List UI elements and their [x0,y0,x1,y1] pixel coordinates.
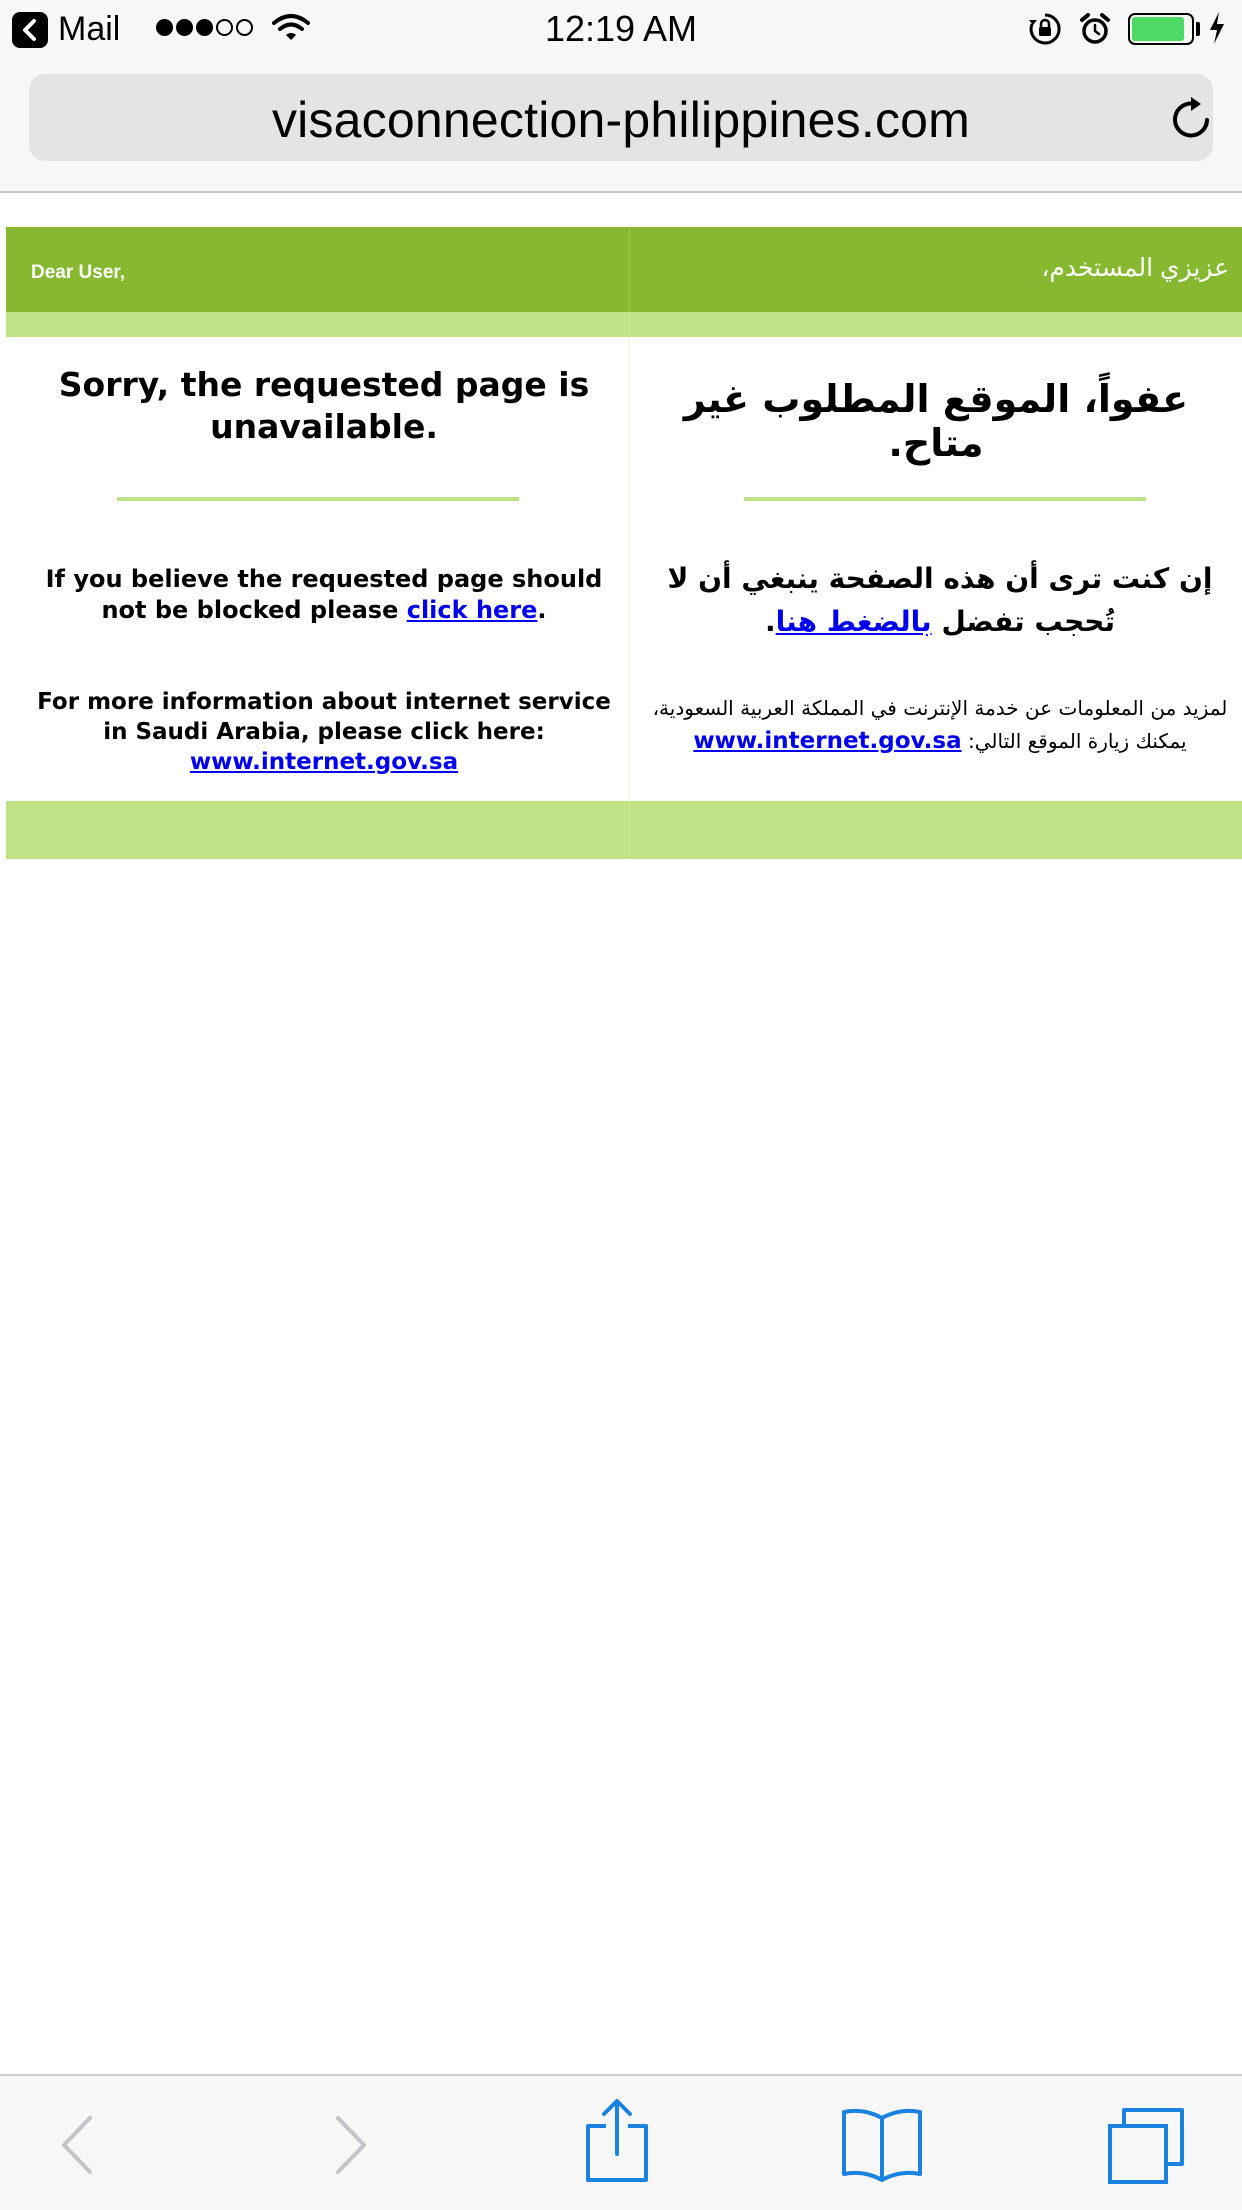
header-band [6,227,1242,312]
battery-icon [1128,13,1194,45]
tabs-icon[interactable] [1106,2106,1186,2191]
info-message-en [26,687,622,777]
header-strip [6,312,1242,337]
charging-bolt-icon [1208,11,1226,50]
share-icon[interactable] [584,2098,650,2189]
english-column [6,337,630,801]
click-here-link-ar[interactable]: بالضغط هنا [775,605,932,638]
message-body [6,337,1242,801]
browser-toolbar [0,2074,1242,2210]
address-bar[interactable] [29,74,1213,161]
battery-tip [1196,22,1200,36]
blocked-suffix-ar: . [765,605,776,638]
reload-icon[interactable] [1169,94,1215,147]
status-bar [0,0,1242,60]
footer-left [6,801,630,859]
greeting-en: Dear User, [6,227,630,312]
blocked-page [6,227,1242,859]
rotation-lock-icon [1028,12,1062,51]
divider-en [117,497,519,501]
alarm-icon [1078,12,1112,51]
blocked-message-ar [646,557,1234,643]
info-text-ar: لمزيد من المعلومات عن خدمة الإنترنت في المملكة العربية السعودية، يمكنك زيارة الموقع التالي: [652,696,1228,753]
back-arrow-icon[interactable] [58,2114,98,2181]
strip-right [630,312,1242,337]
strip-left [6,312,630,337]
blocked-message-en [26,564,622,626]
greeting-ar: عزيزي المستخدم، [1041,254,1229,282]
info-message-ar [646,692,1234,758]
bookmarks-icon[interactable] [840,2106,924,2187]
back-app-label: Mail [58,10,121,48]
click-here-link[interactable]: click here [406,596,538,624]
battery-level [1132,17,1184,41]
page-title-en: Sorry, the requested page is unavailable. [58,365,590,446]
blocked-suffix-en: . [537,596,547,624]
internet-gov-link-ar[interactable]: www.internet.gov.sa [693,728,962,754]
page-title-ar: عفواً، الموقع المطلوب غير متاح. [683,377,1189,465]
info-text-en: For more information about internet service in Saudi Arabia, please click here: [37,689,611,745]
footer-right [630,801,1242,859]
url-text[interactable]: visaconnection-philippines.com [271,92,971,148]
browser-nav-area [0,60,1242,193]
internet-gov-link-en[interactable]: www.internet.gov.sa [189,749,459,775]
blocked-text-ar: إن كنت ترى أن هذه الصفحة ينبغي أن لا تُحجب تفضل [667,562,1213,638]
arabic-column [630,337,1242,801]
footer-band [6,801,1242,859]
status-time: 12:19 AM [544,8,698,49]
divider-ar [744,497,1146,501]
blocked-text-en: If you believe the requested page should not be blocked please [45,565,603,624]
forward-arrow-icon[interactable] [330,2114,370,2181]
